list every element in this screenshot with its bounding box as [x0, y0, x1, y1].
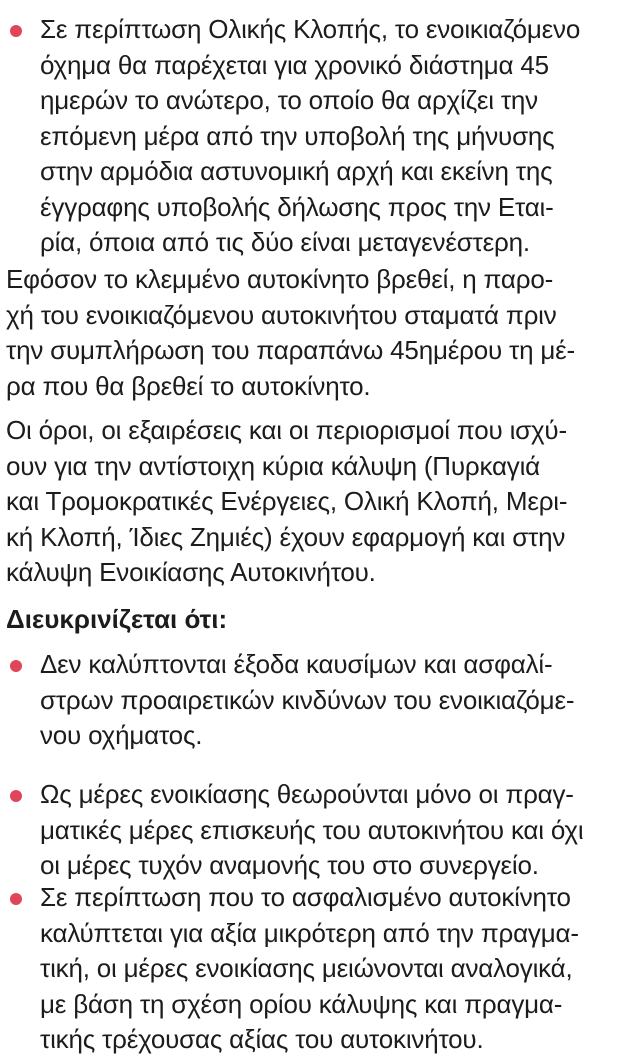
text-line: Οι όροι, οι εξαιρέσεις και οι περιορισμοί που ισχύ- [6, 415, 567, 445]
text-line: ημερών το ανώτερο, το οποίο θα αρχίζει την [40, 85, 538, 115]
text-line: με βάση τη σχέση ορίου κάλυψης και πραγμα- [40, 988, 563, 1019]
bullet-item-rental-days [0, 777, 583, 884]
text-line: όχημα θα παρέχεται για χρονικό διάστημα 45 [40, 49, 549, 80]
bullet-dot-icon [10, 25, 22, 37]
bullet-item-underinsurance [0, 880, 579, 1058]
bullet-dot-icon [10, 893, 22, 905]
text-line: ματικές μέρες επισκευής του αυτοκινήτου και όχι [40, 814, 584, 845]
text-line: ρία, όποια από τις δύο είναι μεταγενέστερη. [40, 227, 530, 257]
text-line: Ως μέρες ενοικίασης θεωρούνται μόνο οι πραγ- [40, 779, 574, 809]
text-line: στρων προαιρετικών κινδύνων του ενοικιαζόμε- [40, 684, 575, 715]
text-line: Σε περίπτωση που το ασφαλισμένο αυτοκίνητο [40, 882, 571, 912]
bullet-item-total-theft [0, 12, 580, 261]
paragraph-stolen-car-found [0, 262, 575, 404]
section-heading: Διευκρινίζεται ότι: [6, 604, 228, 634]
text-line: χή του ενοικιαζόμενου αυτοκινήτου σταματά πριν [6, 299, 557, 330]
text-line: Δεν καλύπτονται έξοδα καυσίμων και ασφαλί- [40, 649, 553, 679]
paragraph-terms-exclusions [0, 413, 567, 591]
text-line: και Τρομοκρατικές Ενέργειες, Ολική Κλοπή, Μερι- [6, 486, 568, 516]
text-line: τική, οι μέρες ενοικίασης μειώνονται αναλογικά, [40, 953, 573, 983]
text-line: καλύπτεται για αξία μικρότερη από την πραγμα- [40, 917, 579, 948]
text-line: επόμενη μέρα από την υποβολή της μήνυσης [40, 120, 555, 151]
text-line: ρα που θα βρεθεί το αυτοκίνητο. [6, 370, 371, 401]
text-line: νου οχήματος. [40, 720, 203, 750]
text-line: έγγραφης υποβολής δήλωσης προς την Εται- [40, 191, 554, 222]
text-line: κή Κλοπή, Ίδιες Ζημιές) έχουν εφαρμογή και στην [6, 521, 566, 552]
bullet-item-fuel-costs [0, 647, 574, 754]
text-line: τικής τρέχουσας αξίας του αυτοκινήτου. [40, 1024, 484, 1054]
text-line: Σε περίπτωση Ολικής Κλοπής, το ενοικιαζόμενο [40, 14, 581, 44]
text-line: Εφόσον το κλεμμένο αυτοκίνητο βρεθεί, η παρο- [6, 264, 554, 294]
text-line: ουν για την αντίστοιχη κύρια κάλυψη (Πυρκαγιά [6, 450, 541, 481]
text-line: στην αρμόδια αστυνομική αρχή και εκείνη της [40, 156, 553, 186]
text-line: κάλυψη Ενοικίασης Αυτοκινήτου. [6, 557, 376, 587]
bullet-dot-icon [10, 660, 22, 672]
text-line: την συμπλήρωση του παραπάνω 45ημέρου τη μέ- [6, 335, 575, 365]
text-line: οι μέρες τυχόν αναμονής του στο συνεργείο. [40, 850, 539, 880]
bullet-dot-icon [10, 790, 22, 802]
